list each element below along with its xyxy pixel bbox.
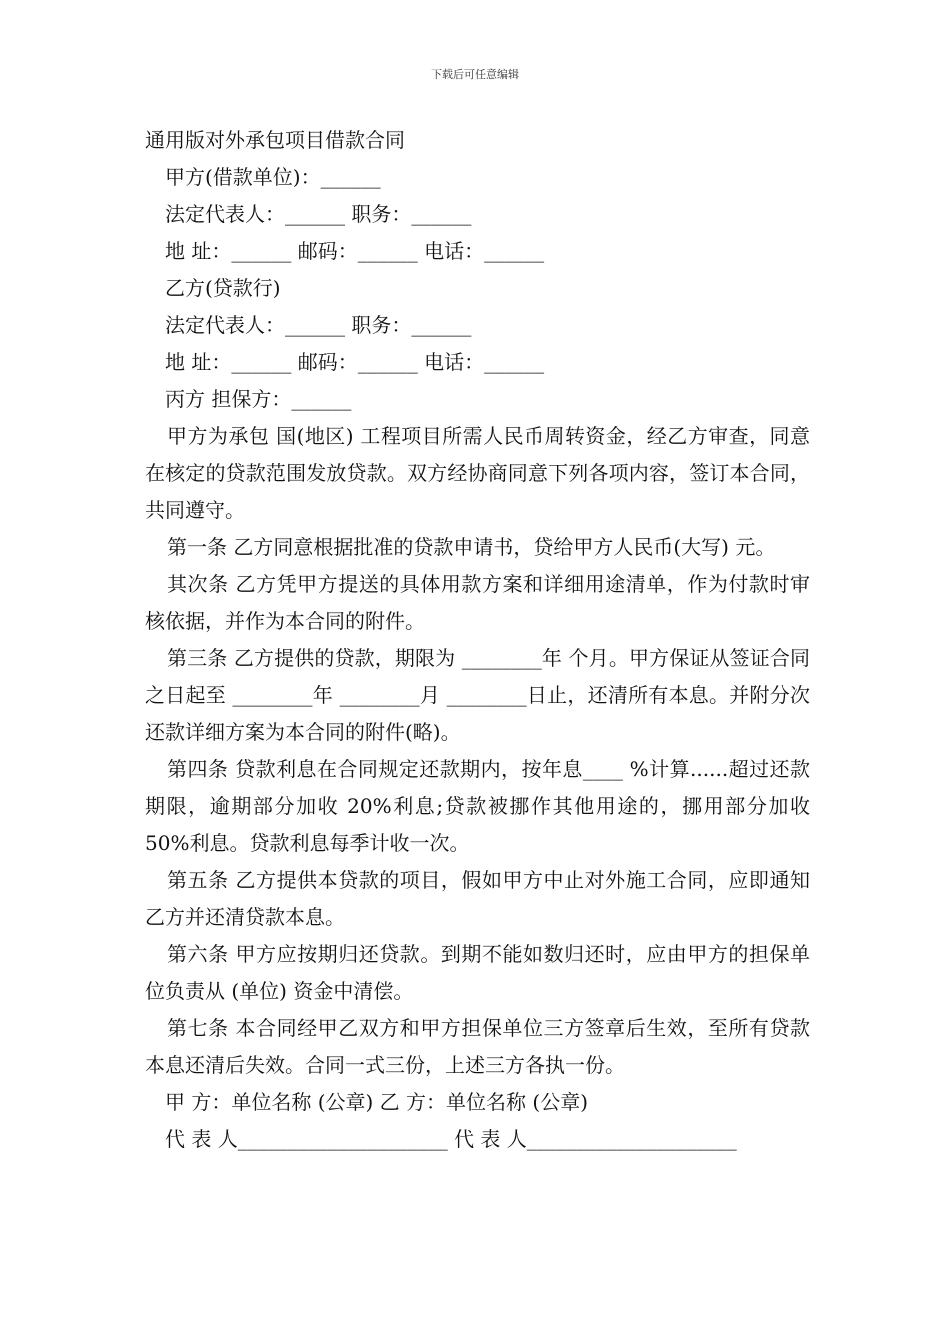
preamble-paragraph: 甲方为承包 国(地区) 工程项目所需人民币周转资金，经乙方审查，同意在核定的贷款范围发放贷款。双方经协商同意下列各项内容，签订本合同，共同遵守。 xyxy=(145,424,810,522)
party-c-guarantor: 丙方 担保方：______ xyxy=(165,387,352,411)
party-a-name: 甲方(借款单位)：______ xyxy=(165,165,381,189)
header-note: 下载后可任意编辑 xyxy=(431,68,519,81)
signature-representatives: 代 表 人_____________________ 代 表 人_____________________ xyxy=(165,1127,737,1151)
clause-5: 第五条 乙方提供本贷款的项目，假如甲方中止对外施工合同，应即通知乙方并还清贷款本息。 xyxy=(145,868,810,929)
signature-parties: 甲 方：单位名称 (公章) 乙 方：单位名称 (公章) xyxy=(165,1090,588,1114)
party-b-name: 乙方(贷款行) xyxy=(165,276,281,300)
clause-1: 第一条 乙方同意根据批准的贷款申请书，贷给甲方人民币(大写) 元。 xyxy=(167,535,776,559)
clause-6: 第六条 甲方应按期归还贷款。到期不能如数归还时，应由甲方的担保单位负责从 (单位) 资金中清偿。 xyxy=(145,942,810,1003)
document-body xyxy=(145,122,810,1158)
party-a-representative: 法定代表人：______ 职务：______ xyxy=(165,202,472,226)
party-b-address: 地 址：______ 邮码：______ 电话：______ xyxy=(165,350,545,374)
party-b-representative: 法定代表人：______ 职务：______ xyxy=(165,313,472,337)
document-title: 通用版对外承包项目借款合同 xyxy=(145,128,405,152)
clause-4: 第四条 贷款利息在合同规定还款期内，按年息____ %计算......超过还款期限，逾期部分加收 20%利息;贷款被挪作其他用途的，挪用部分加收 50%利息。贷款利息每季计收一次。 xyxy=(145,757,810,855)
clause-7: 第七条 本合同经甲乙双方和甲方担保单位三方签章后生效，至所有贷款本息还清后失效。合同一式三份，上述三方各执一份。 xyxy=(145,1016,810,1077)
party-a-address: 地 址：______ 邮码：______ 电话：______ xyxy=(165,239,545,263)
clause-2: 其次条 乙方凭甲方提送的具体用款方案和详细用途清单，作为付款时审核依据，并作为本合同的附件。 xyxy=(145,572,810,633)
clause-3: 第三条 乙方提供的贷款，期限为 ________年 个月。甲方保证从签证合同之日起至 ________年 ________月 ________日止，还清所有本息。并附分次还款详细方案为本合同的附件(略)。 xyxy=(145,646,810,744)
